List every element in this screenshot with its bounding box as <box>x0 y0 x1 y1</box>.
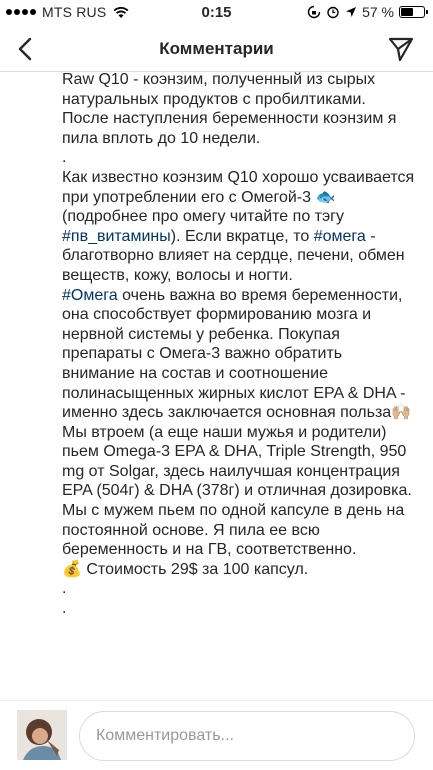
comment-composer <box>0 700 433 770</box>
page-title: Комментарии <box>159 39 274 58</box>
comment-text-segment: . <box>62 580 67 598</box>
status-right <box>307 4 425 20</box>
battery-icon <box>399 6 425 18</box>
navigation-bar <box>0 26 433 72</box>
avatar[interactable] <box>17 710 67 760</box>
comment-text-segment: После наступления беременности коэнзим я пила вплоть до 10 недели. <box>62 110 401 147</box>
hashtag-link[interactable]: #пв_витамины <box>62 227 171 245</box>
direct-share-icon <box>387 35 415 63</box>
comment-text-segment: ). Если вкратце, то <box>170 227 314 245</box>
comment-text-segment: Raw Q10 - коэнзим, полученный из сырых натуральных продуктов с пробилтиками. <box>62 71 380 108</box>
avatar-photo <box>17 710 67 760</box>
comment-paragraph <box>62 148 417 168</box>
comment-text-segment: - благотворно влияет на сердце, печени, обмен веществ, кожу, волосы и ногти. <box>62 227 410 284</box>
hashtag-link[interactable]: #Омега <box>62 286 118 304</box>
comment-text-segment: . <box>62 600 67 618</box>
status-bar <box>0 0 433 26</box>
comment-text-segment: очень важна во время беременности, она способствует формированию мозга и нервной системы у ребенка. Покупая препараты с Омега-3 важно обратить внимание на состав и соотношение полинасыщенных жирных кислот EPA & DHA - именно здесь заключается основная польза🙌🏼 Мы втроем (а еще наши мужья и родители) пьем Omega-3 EPA & DHA, Triple Strength, 950 mg от Solgar, здесь наилучшая концентрация EPA (504г) & DHA (378г) и отличная дозировка. Мы с мужем пьем по одной капсуле в день на постоянной основе. Я пила ее всю беременность и на ГВ, соответственно. <box>62 286 417 559</box>
direct-share-button[interactable] <box>387 35 417 65</box>
comment-paragraph <box>62 109 417 148</box>
comment-text-segment: 💰 Стоимость 29$ за 100 капсул. <box>62 560 309 578</box>
lock-rotation-icon <box>307 5 321 19</box>
comment-paragraph <box>62 560 417 580</box>
status-time: 0:15 <box>201 4 232 21</box>
hashtag-link[interactable]: #омега <box>313 227 366 245</box>
comment-text <box>62 70 417 698</box>
comment-text-segment: Как известно коэнзим Q10 хорошо усваивается при употреблении его с Омегой-3 🐟 (подробнее про омегу читайте по тэгу <box>62 168 419 226</box>
battery-percent: 57 % <box>362 4 394 20</box>
comment-input[interactable] <box>79 711 415 761</box>
comment-paragraph <box>62 579 417 599</box>
comment-paragraph <box>62 286 417 560</box>
location-icon <box>345 6 357 18</box>
comment-text-segment: . <box>62 149 67 167</box>
carrier-name: MTS RUS <box>42 4 107 20</box>
alarm-icon <box>326 5 340 19</box>
comment-paragraph <box>62 70 417 109</box>
comment-paragraph <box>62 168 417 286</box>
battery-fill <box>401 8 413 16</box>
comment-paragraph <box>62 599 417 619</box>
